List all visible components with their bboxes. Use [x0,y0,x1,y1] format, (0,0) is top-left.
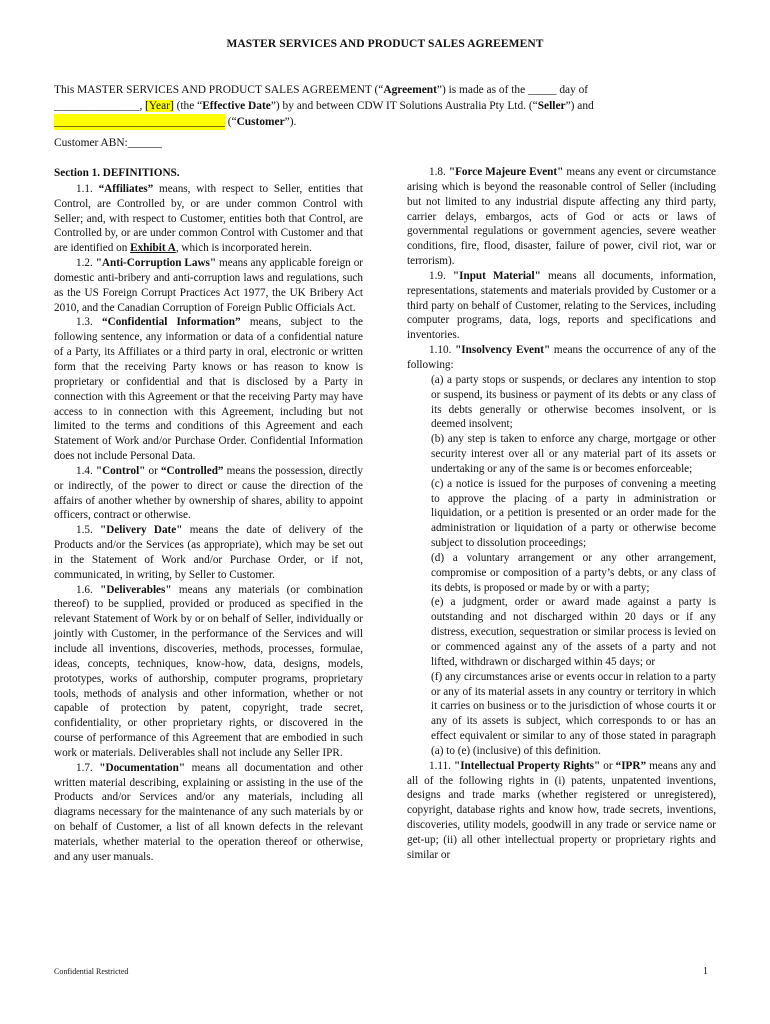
definition-1-7: 1.7. "Documentation" means all documentation and other written material describing, explaining or assisting in the use of the Products and/or Services and/or any materials, including all diagrams necessary for the maintenance of any such materials by or on behalf of Customer, a list of all known defects in the relevant materials, whether material to the operation thereof or otherwise, and any user manuals. [54,761,364,863]
list-item: (a) a party stops or suspends, or declares any intention to stop or suspend, its business or payment of its debts or any class of its debts generally or otherwise becomes insolvent, or is deemed insolvent; [431,373,716,431]
section-heading: Section 1. DEFINITIONS. [54,167,180,179]
right-column [407,165,716,863]
definition-1-2: 1.2. "Anti-Corruption Laws" means any applicable foreign or domestic anti-bribery and anti-corruption laws and regulations, such as the US Foreign Corrupt Practices Act 1977, the UK Bribery Act 2010, and the Canadian Corruption of Foreign Public Officials Act. [54,257,364,314]
list-item: (d) a voluntary arrangement or any other arrangement, compromise or composition of a party’s debts, or any class of its debts, is proposed or made by or with a party; [431,551,716,594]
intro-paragraph: This MASTER SERVICES AND PRODUCT SALES AGREEMENT (“Agreement”) is made as of the _____ day of _______________, [Year] (the “Effective Date”) by and between CDW IT Solutions Australia Pty Ltd. (“Seller”) and ______________________________ (“Customer”). [54,84,594,128]
page-number: 1 [703,966,708,977]
definition-1-9: 1.9. "Input Material" means all documents, information, representations, statements and materials provided by Customer or a third party on behalf of Customer, relating to the Services, including computer programs, data, logs, reports and specifications and inventories. [407,269,716,342]
left-column [54,166,363,865]
list-item: (c) a notice is issued for the purposes of convening a meeting to approve the placing of a party in administration or liquidation, or a petition is presented or an order made for the administration or liquidation of a party or otherwise become subject to dissolution proceedings; [431,477,716,550]
definition-1-4: 1.4. "Control" or “Controlled” means the possession, directly or indirectly, of the power to direct or cause the direction of the affairs of another whether by ownership of shares, ability to appoint officers, contract or otherwise. [54,464,364,522]
definition-1-10: 1.10. "Insolvency Event" means the occurrence of any of the following: [407,344,716,371]
definition-1-6: 1.6. "Deliverables" means any materials (or combination thereof) to be supplied, provided or produced as specified in the relevant Statement of Work by or on behalf of Seller, individually or jointly with Customer, in the performance of the Services and will include all inventions, discoveries, methods, processes, formulae, ideas, concepts, techniques, know-how, data, designs, models, prototypes, works of authorship, computer programs, proprietary tools, methods of analysis and other information, whether or not capable of protection by patent, copyright, trade secret, confidentiality, or other proprietary rights, or discovered in the course of performance of this Agreement that are embodied in such work or materials. Deliverables shall not include any Seller IPR. [54,583,363,759]
definition-1-3: 1.3. “Confidential Information” means, subject to the following sentence, any information or data of a confidential nature of a Party, its Affiliates or a third party in oral, electronic or written form that the receiving Party knows or has reason to know is proprietary or confidential and that is disclosed by a Party in connection with this Agreement or that the receiving Party may have access to in connection with this Agreement, including but not limited to the terms and conditions of this Agreement and each Statement of Work and/or Purchase Order. Confidential Information does not include Personal Data. [54,316,364,463]
list-item: (e) a judgment, order or award made against a party is outstanding and not discharged within 20 days or if any distress, execution, sequestration or similar process is levied on or commenced against any of the assets of a party and not lifted, withdrawn or discharged within 45 days; or [431,596,716,668]
customer-name-blank: ______________________________ [54,116,225,128]
definition-1-1: 1.1. “Affiliates” means, with respect to Seller, entities that Control, are Controlled by, or are under common Control with Seller; and, with respect to Customer, entities both that Control, are Controlled by, or are under common Control with Customer and that are identified on Exhibit A, which is incorporated herein. [54,182,363,255]
customer-abn: Customer ABN:______ [54,137,162,149]
list-item: (b) any step is taken to enforce any charge, mortgage or other security interest over all or any material part of its assets or undertaking or any of the same is or becomes enforceable; [431,433,716,475]
definition-1-8: 1.8. "Force Majeure Event" means any event or circumstance arising which is beyond the reasonable control of Seller (including but not limited to any industrial dispute affecting any third party, carrier delays, embargos, acts of God or acts or laws of governmental regulations or government agencies, severe weather conditions, fire, flood, disaster, failure of power, civil riot, war or terrorism). [407,166,717,268]
list-item: (f) any circumstances arise or events occur in relation to a party or any of its material assets in any country or territory in which it carries on business or to the jurisdiction of whose courts it or any of its assets is subject, which corresponds to or has an effect equivalent or similar to any of those stated in paragraph (a) to (e) (inclusive) of this definition. [431,670,716,757]
definition-1-11: 1.11. "Intellectual Property Rights" or “IPR” means any and all of the following rights in (i) patents, unpatented inventions, designs and trade marks (whether registered or unregistered), copyright, database rights and know how, trade secrets, inventions, discoveries, utility models, goodwill in any trade or service name or get-up; (ii) all other intellectual property or proprietary rights and similar or [407,759,717,861]
definition-1-5: 1.5. "Delivery Date" means the date of delivery of the Products and/or the Services (as appropriate), which may be set out in the Statement of Work and/or Purchase Order, or if not, communicated, in writing, by Seller to Customer. [54,524,364,581]
year-placeholder: [Year] [145,100,174,112]
exhibit-a-link: Exhibit A [130,242,176,255]
footer-classification: Confidential Restricted [54,967,129,976]
document-title: MASTER SERVICES AND PRODUCT SALES AGREEMENT [226,38,544,50]
